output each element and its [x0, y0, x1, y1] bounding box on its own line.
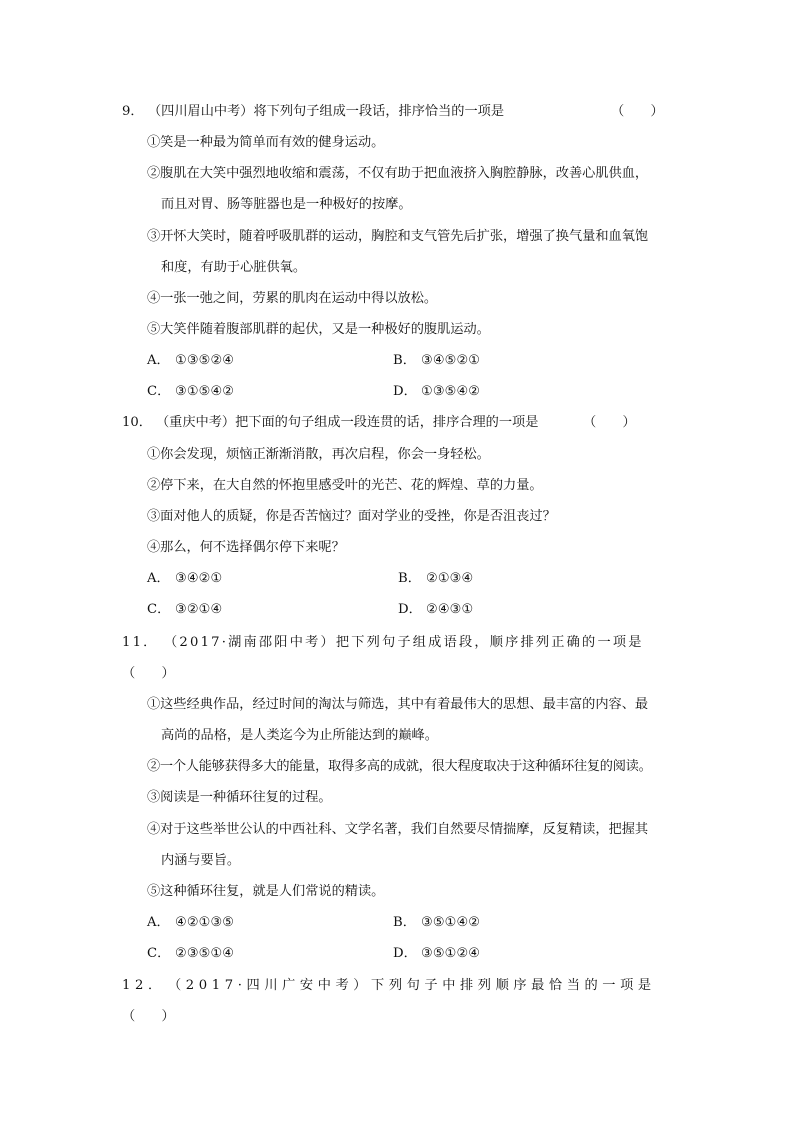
option-label: B． — [393, 915, 416, 930]
option-b[interactable] — [393, 913, 480, 933]
sentence-item-continuation: 和度，有助于心脏供氧。 — [161, 260, 307, 275]
question-text: （2017·湖南邵阳中考）把下列句子组成语段，顺序排列正确的一项是 — [164, 635, 644, 650]
sentence-item: ②停下来，在大自然的怀抱里感受叶的光芒、花的辉煌、草的力量。 — [147, 478, 543, 493]
option-value: ②④③① — [426, 602, 474, 617]
answer-paren: （ ） — [122, 1009, 175, 1024]
option-a[interactable] — [147, 351, 234, 371]
sentence-item: ④一张一弛之间，劳累的肌肉在运动中得以放松。 — [147, 291, 438, 306]
option-value: ③②①④ — [175, 602, 223, 617]
option-label: C． — [147, 384, 171, 399]
question-12-stem — [122, 976, 674, 996]
sentence-item: ③开怀大笑时，随着呼吸肌群的运动，胸腔和支气管先后扩张，增强了换气量和血氧饱 — [147, 229, 649, 244]
sentence-item: ②一个人能够获得多大的能量，取得多高的成就，很大程度取决于这种循环往复的阅读。 — [147, 759, 652, 774]
question-text: （2017·四川广安中考）下列句子中排列顺序最恰当的一项是 — [168, 978, 656, 993]
option-c[interactable] — [147, 600, 222, 620]
question-text: （四川眉山中考）将下列句子组成一段话，排序恰当的一项是 — [148, 104, 505, 119]
question-text: （重庆中考）把下面的句子组成一段连贯的话，排序合理的一项是 — [156, 415, 539, 430]
sentence-item: ⑤大笑伴随着腹部肌群的起伏，又是一种极好的腹肌运动。 — [147, 322, 490, 337]
sentence-item: ①这些经典作品，经过时间的淘汰与筛选，其中有着最伟大的思想、最丰富的内容、最 — [147, 697, 649, 712]
option-c[interactable] — [147, 944, 234, 964]
question-number: 12． — [122, 978, 166, 993]
sentence-item: ③面对他人的质疑，你是否苦恼过？面对学业的受挫，你是否沮丧过？ — [147, 509, 556, 524]
option-label: D． — [393, 946, 417, 961]
option-label: B． — [398, 571, 421, 586]
sentence-item-continuation: 高尚的品格，是人类迄今为止所能达到的巅峰。 — [161, 728, 438, 743]
question-number: 11． — [122, 635, 159, 650]
option-label: A． — [147, 353, 170, 368]
sentence-item-continuation: 而且对胃、肠等脏器也是一种极好的按摩。 — [161, 197, 412, 212]
option-value: ③⑤①②④ — [421, 946, 481, 961]
answer-paren: （ ） — [122, 666, 175, 681]
option-label: A． — [147, 571, 170, 586]
question-9-stem — [122, 102, 504, 122]
option-value: ③④⑤②① — [421, 353, 481, 368]
question-10-stem — [122, 413, 538, 433]
option-value: ③①⑤④② — [175, 384, 235, 399]
option-value: ④②①③⑤ — [175, 915, 235, 930]
option-label: D． — [398, 602, 422, 617]
option-label: C． — [147, 946, 171, 961]
option-value: ②①③④ — [426, 571, 474, 586]
option-a[interactable] — [147, 913, 234, 933]
option-b[interactable] — [393, 351, 480, 371]
sentence-item-continuation: 内涵与要旨。 — [161, 853, 241, 868]
sentence-item: ④对于这些举世公认的中西社科、文学名著，我们自然要尽情揣摩，反复精读，把握其 — [147, 822, 649, 837]
answer-paren: （ ） — [583, 415, 636, 430]
option-label: A． — [147, 915, 170, 930]
option-value: ③⑤①④② — [421, 915, 481, 930]
answer-paren: （ ） — [611, 104, 664, 119]
option-d[interactable] — [398, 600, 473, 620]
sentence-item: ④那么，何不选择偶尔停下来呢？ — [147, 540, 345, 555]
option-d[interactable] — [393, 382, 480, 402]
option-d[interactable] — [393, 944, 480, 964]
option-a[interactable] — [147, 569, 222, 589]
sentence-item: ⑤这种循环往复，就是人们常说的精读。 — [147, 884, 385, 899]
option-value: ①③⑤④② — [421, 384, 481, 399]
option-value: ③④②① — [175, 571, 223, 586]
question-number: 9． — [122, 104, 144, 119]
option-label: D． — [393, 384, 417, 399]
option-b[interactable] — [398, 569, 473, 589]
question-number: 10． — [122, 415, 152, 430]
sentence-item: ①笑是一种最为简单而有效的健身运动。 — [147, 135, 385, 150]
sentence-item: ③阅读是一种循环往复的过程。 — [147, 790, 332, 805]
sentence-item: ①你会发现，烦恼正渐渐消散，再次启程，你会一身轻松。 — [147, 447, 490, 462]
option-label: C． — [147, 602, 171, 617]
option-c[interactable] — [147, 382, 234, 402]
option-value: ①③⑤②④ — [175, 353, 235, 368]
option-label: B． — [393, 353, 416, 368]
option-value: ②③⑤①④ — [175, 946, 235, 961]
sentence-item: ②腹肌在大笑中强烈地收缩和震荡，不仅有助于把血液挤入胸腔静脉，改善心肌供血， — [147, 166, 649, 181]
question-11-stem — [122, 633, 674, 653]
